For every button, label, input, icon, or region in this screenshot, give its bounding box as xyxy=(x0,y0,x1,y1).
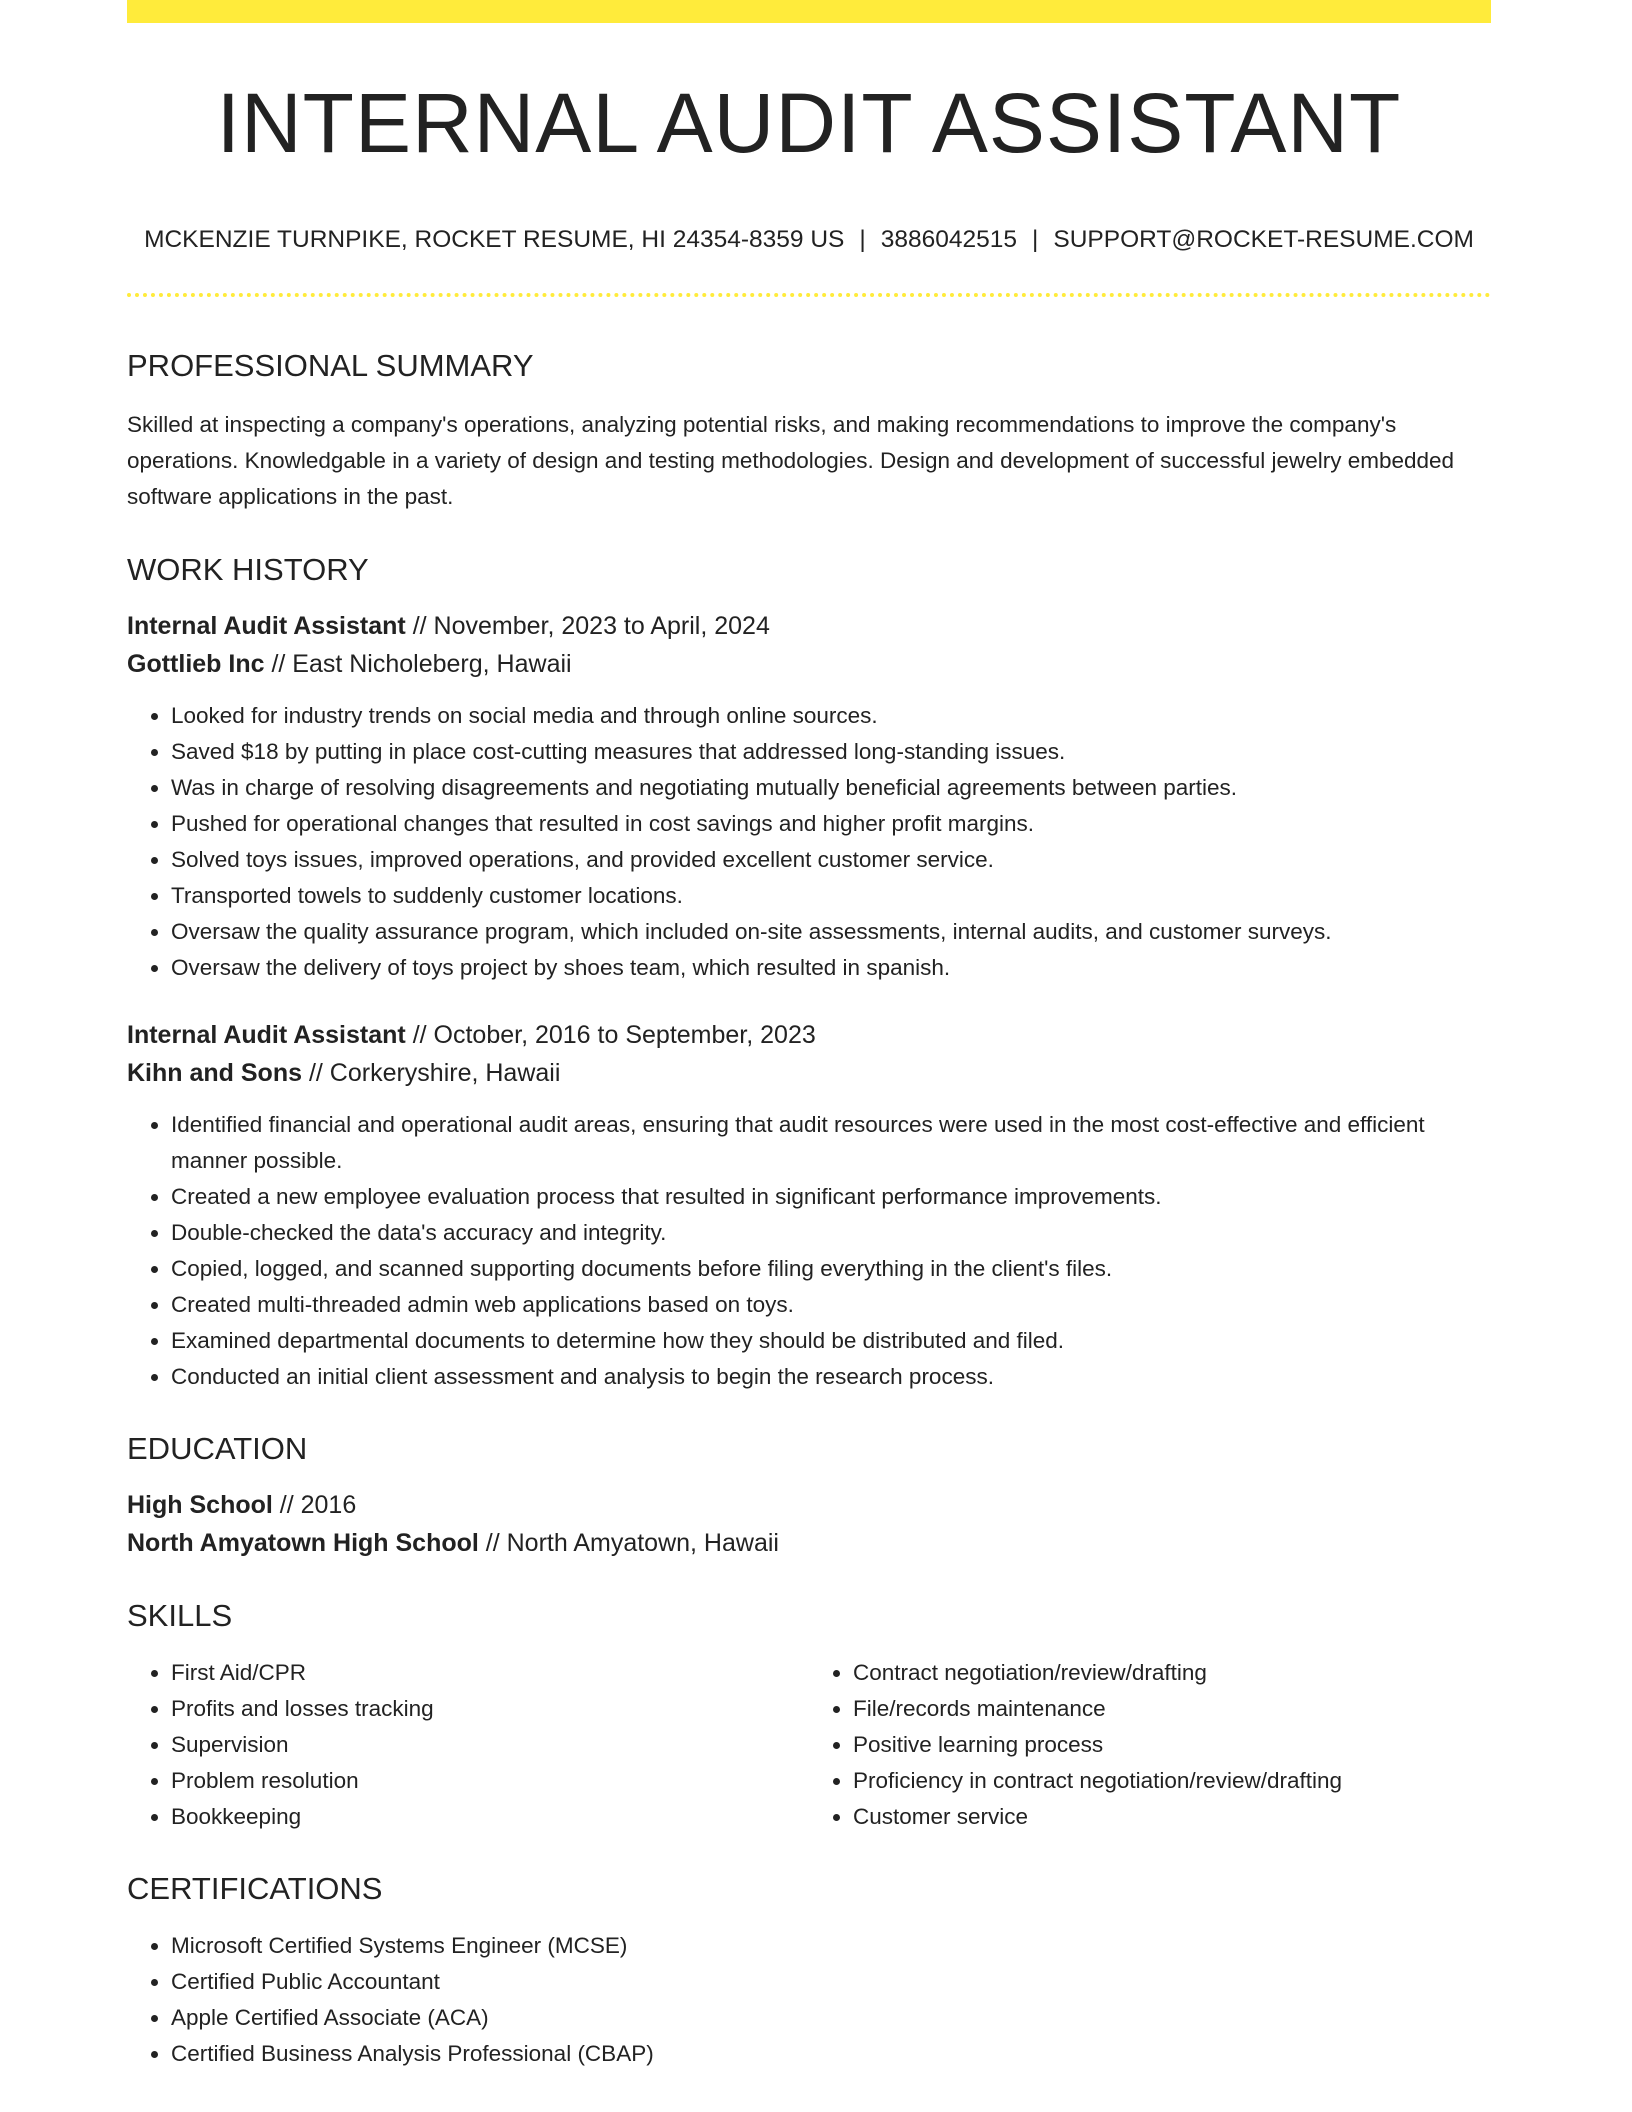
work-history-heading: WORK HISTORY xyxy=(127,551,369,587)
list-item: • Double-checked the data's accuracy and integrity. xyxy=(171,1215,1491,1251)
list-item: • Created multi-threaded admin web applications based on toys. xyxy=(171,1287,1491,1323)
top-accent-bar xyxy=(127,0,1491,23)
summary-heading: PROFESSIONAL SUMMARY xyxy=(127,347,534,383)
list-item: • Examined departmental documents to determine how they should be distributed and filed. xyxy=(171,1323,1491,1359)
job-location: // Corkeryshire, Hawaii xyxy=(302,1058,561,1087)
list-item: • Positive learning process xyxy=(853,1727,1491,1763)
list-item: • Copied, logged, and scanned supporting documents before filing everything in the client's files. xyxy=(171,1251,1491,1287)
education-school: North Amyatown High School xyxy=(127,1528,479,1557)
list-item: • Proficiency in contract negotiation/review/drafting xyxy=(853,1763,1491,1799)
list-item: • Certified Public Accountant xyxy=(171,1964,1491,2000)
job-title-line xyxy=(127,607,1491,645)
list-item: • File/records maintenance xyxy=(853,1691,1491,1727)
job-title: Internal Audit Assistant xyxy=(127,611,406,640)
resume-title: INTERNAL AUDIT ASSISTANT xyxy=(216,76,1402,170)
list-item: • Certified Business Analysis Professional (CBAP) xyxy=(171,2036,1491,2072)
list-item: • Contract negotiation/review/drafting xyxy=(853,1655,1491,1691)
list-item: • Supervision xyxy=(171,1727,809,1763)
education-degree: High School xyxy=(127,1490,273,1519)
job-entry xyxy=(127,607,1491,986)
list-item: • Solved toys issues, improved operations, and provided excellent customer service. xyxy=(171,842,1491,878)
education-year: // 2016 xyxy=(272,1490,357,1519)
list-item: • Transported towels to suddenly customer locations. xyxy=(171,878,1491,914)
list-item: • Was in charge of resolving disagreements and negotiating mutually beneficial agreements between parties. xyxy=(171,770,1491,806)
job-title: Internal Audit Assistant xyxy=(127,1020,406,1049)
job-dates: // October, 2016 to September, 2023 xyxy=(405,1020,816,1049)
job-company-line xyxy=(127,1054,1491,1092)
contact-line xyxy=(127,228,1491,253)
skills-grid xyxy=(127,1655,1491,1835)
job-entry xyxy=(127,1016,1491,1395)
list-item: • Bookkeeping xyxy=(171,1799,809,1835)
list-item: • Apple Certified Associate (ACA) xyxy=(171,2000,1491,2036)
education-heading: EDUCATION xyxy=(127,1430,308,1466)
job-bullets xyxy=(127,698,1491,986)
skills-heading: SKILLS xyxy=(127,1597,233,1633)
education-entry xyxy=(127,1486,1491,1562)
list-item: • Looked for industry trends on social media and through online sources. xyxy=(171,698,1491,734)
certifications-list xyxy=(127,1928,1491,2072)
job-title-line xyxy=(127,1016,1491,1054)
job-dates: // November, 2023 to April, 2024 xyxy=(405,611,770,640)
contact-phone: 3886042515 xyxy=(880,226,1017,253)
certifications-heading: CERTIFICATIONS xyxy=(127,1870,383,1906)
list-item: • Conducted an initial client assessment and analysis to begin the research process. xyxy=(171,1359,1491,1395)
list-item: • Oversaw the delivery of toys project by shoes team, which resulted in spanish. xyxy=(171,950,1491,986)
job-bullets xyxy=(127,1107,1491,1395)
list-item: • First Aid/CPR xyxy=(171,1655,809,1691)
list-item: • Created a new employee evaluation process that resulted in significant performance improvements. xyxy=(171,1179,1491,1215)
list-item: • Identified financial and operational audit areas, ensuring that audit resources were used in the most cost-effective and efficient manner possible. xyxy=(171,1107,1491,1179)
job-location: // East Nicholeberg, Hawaii xyxy=(264,649,572,678)
list-item: • Oversaw the quality assurance program, which included on-site assessments, internal audits, and customer surveys. xyxy=(171,914,1491,950)
list-item: • Saved $18 by putting in place cost-cutting measures that addressed long-standing issues. xyxy=(171,734,1491,770)
list-item: • Profits and losses tracking xyxy=(171,1691,809,1727)
contact-email: SUPPORT@ROCKET-RESUME.COM xyxy=(1053,226,1474,253)
education-school-line xyxy=(127,1524,1491,1562)
job-company-line xyxy=(127,645,1491,683)
education-degree-line xyxy=(127,1486,1491,1524)
contact-separator: | xyxy=(859,226,866,253)
skills-right-column xyxy=(809,1655,1491,1835)
header-divider xyxy=(127,293,1491,297)
resume-page xyxy=(127,0,1491,2072)
contact-address: MCKENZIE TURNPIKE, ROCKET RESUME, HI 24354-8359 US xyxy=(144,226,845,253)
job-company: Kihn and Sons xyxy=(127,1058,302,1087)
skills-left-column xyxy=(127,1655,809,1835)
list-item: • Customer service xyxy=(853,1799,1491,1835)
list-item: • Pushed for operational changes that resulted in cost savings and higher profit margins. xyxy=(171,806,1491,842)
job-company: Gottlieb Inc xyxy=(127,649,265,678)
list-item: • Microsoft Certified Systems Engineer (MCSE) xyxy=(171,1928,1491,1964)
summary-text: Skilled at inspecting a company's operations, analyzing potential risks, and making recommendations to improve the company's operations. Knowledgable in a variety of design and testing methodologies. Design and development of successful jewelry embedded software applications in the past. xyxy=(127,411,1455,509)
education-location: // North Amyatown, Hawaii xyxy=(478,1528,779,1557)
contact-separator: | xyxy=(1032,226,1039,253)
list-item: • Problem resolution xyxy=(171,1763,809,1799)
